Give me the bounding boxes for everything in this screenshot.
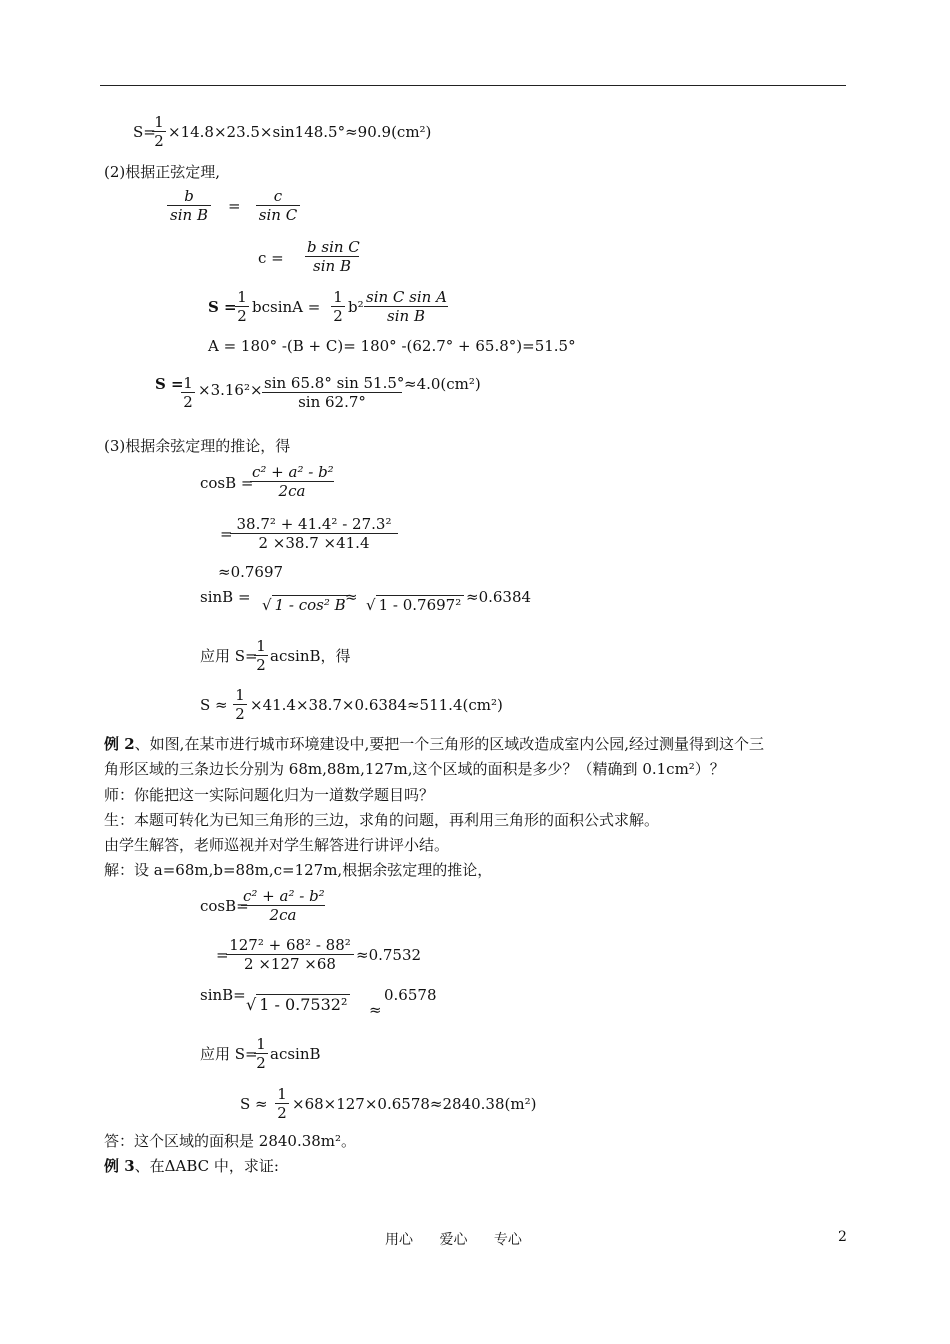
step-3-heading: (3)根据余弦定理的推论，得 — [104, 437, 291, 455]
apply-formula-2-tail: acsinB — [270, 1045, 321, 1063]
cosB-label: cosB = — [200, 474, 254, 492]
cosB-label-2: cosB= — [200, 897, 249, 915]
fraction-half: $\frac{1}{2}$ — [233, 686, 247, 723]
c-equals: c = — [258, 249, 284, 267]
fraction-cos-values-2: $\frac{\text{127² + 68² - 88²}}{2 \times 127 \times 68}$ — [226, 936, 354, 973]
angle-a-line: A = 180° -(B + C)= 180° -(62.7° + 65.8°)=51.5° — [208, 337, 576, 355]
fraction-sinCsinA-sinB: $\frac{\text{sin C sin A}}{\text{sin B}}$ — [366, 288, 447, 325]
fraction-sines: $\frac{\sin 65.8^\circ \sin 51.5^\circ}{\sin 62.7^\circ}$ — [264, 374, 405, 411]
step-2-heading: (2)根据正弦定理, — [104, 163, 221, 181]
approx-sign: ≈ — [345, 588, 358, 606]
cos-approx-1: ≈0.7697 — [218, 563, 284, 581]
summary-line: 由学生解答，老师巡视并对学生解答进行讲评小结。 — [104, 836, 450, 854]
area-s5-lhs: S ≈ — [240, 1095, 268, 1113]
area-s3-lhs: S = — [155, 375, 184, 393]
area-s1-rhs: ×14.8×23.5×sin148.5°≈90.9(cm²) — [168, 123, 432, 141]
header-rule — [100, 85, 846, 86]
area-s2-lhs: S = — [208, 298, 237, 316]
equals-sign: = — [216, 946, 229, 964]
apply-formula-1-tail: acsinB，得 — [270, 647, 351, 665]
student-line: 生：本题可转化为已知三角形的三边，求角的问题，再利用三角形的面积公式求解。 — [104, 811, 660, 829]
fraction-half: $\frac{1}{2}$ — [331, 288, 345, 325]
approx-sign-2: ≈ — [369, 1001, 382, 1019]
fraction-cos-formula: $\frac{\text{c² + a² - b²}}{2ca}$ — [252, 463, 334, 500]
teacher-line: 师：你能把这一实际问题化归为一道数学题目吗？ — [104, 786, 435, 804]
equals-sign: = — [220, 525, 233, 543]
sqrt-value-1: √ 1 - 0.7697² — [366, 596, 464, 614]
solution-line: 解：设 a=68m,b=88m,c=127m,根据余弦定理的推论， — [104, 861, 493, 879]
fraction-half: $\frac{1}{2}$ — [152, 113, 166, 150]
area-s3-result: ≈4.0(cm²) — [404, 375, 481, 393]
apply-formula-2: 应用 S= — [200, 1045, 258, 1063]
area-s1-lhs: S= — [133, 123, 156, 141]
fraction-half: $\frac{1}{2}$ — [181, 374, 195, 411]
sinB-value-1: ≈0.6384 — [466, 588, 532, 606]
fraction-half: $\frac{1}{2}$ — [235, 288, 249, 325]
area-s4-lhs: S ≈ — [200, 696, 228, 714]
apply-formula-1: 应用 S= — [200, 647, 258, 665]
area-s2-middle: bcsinA = — [252, 298, 321, 316]
fraction-c-sinC: $\frac{c}{\text{sin C}}$ — [256, 187, 300, 224]
sinB-label-2: sinB= — [200, 986, 246, 1004]
area-s3-middle: ×3.16²× — [198, 381, 263, 399]
answer-line: 答：这个区域的面积是 2840.38m²。 — [104, 1132, 357, 1150]
fraction-bsinC-sinB: $\frac{\text{b sin C}}{\text{sin B}}$ — [307, 238, 360, 275]
equals-sign: = — [228, 197, 241, 215]
example-2-line-1: 例 2、如图,在某市进行城市环境建设中,要把一个三角形的区域改造成室内公园,经过测量得到这个三 — [104, 735, 764, 753]
footer-motto: 用心 爱心 专心 — [385, 1232, 522, 1248]
fraction-cos-values-1: $\frac{\text{38.7² + 41.4² - 27.3²}}{2 \times 38.7 \times 41.4}$ — [230, 515, 398, 552]
b-squared: b² — [348, 298, 364, 316]
area-s4-rhs: ×41.4×38.7×0.6384≈511.4(cm²) — [250, 696, 503, 714]
cos-approx-2: ≈0.7532 — [356, 946, 422, 964]
sinB-value-2: 0.6578 — [384, 986, 437, 1004]
fraction-half: $\frac{1}{2}$ — [275, 1085, 289, 1122]
fraction-half: $\frac{1}{2}$ — [254, 1035, 268, 1072]
example-2-line-2: 角形区域的三条边长分别为 68m,88m,127m,这个区域的面积是多少？（精确到 0.1cm²）？ — [104, 760, 725, 778]
sqrt-cos: √ 1 - cos² B — [262, 596, 349, 614]
page-number: 2 — [838, 1229, 847, 1245]
fraction-half: $\frac{1}{2}$ — [254, 637, 268, 674]
fraction-b-sinB: $\frac{b}{\text{sin B}}$ — [167, 187, 211, 224]
sqrt-value-2: √ 1 - 0.7532² — [246, 995, 350, 1014]
example-3-line: 例 3、在ΔABC 中，求证: — [104, 1157, 279, 1175]
sinB-label: sinB = — [200, 588, 251, 606]
area-s5-rhs: ×68×127×0.6578≈2840.38(m²) — [292, 1095, 537, 1113]
fraction-cos-formula: $\frac{\text{c² + a² - b²}}{2ca}$ — [243, 887, 325, 924]
